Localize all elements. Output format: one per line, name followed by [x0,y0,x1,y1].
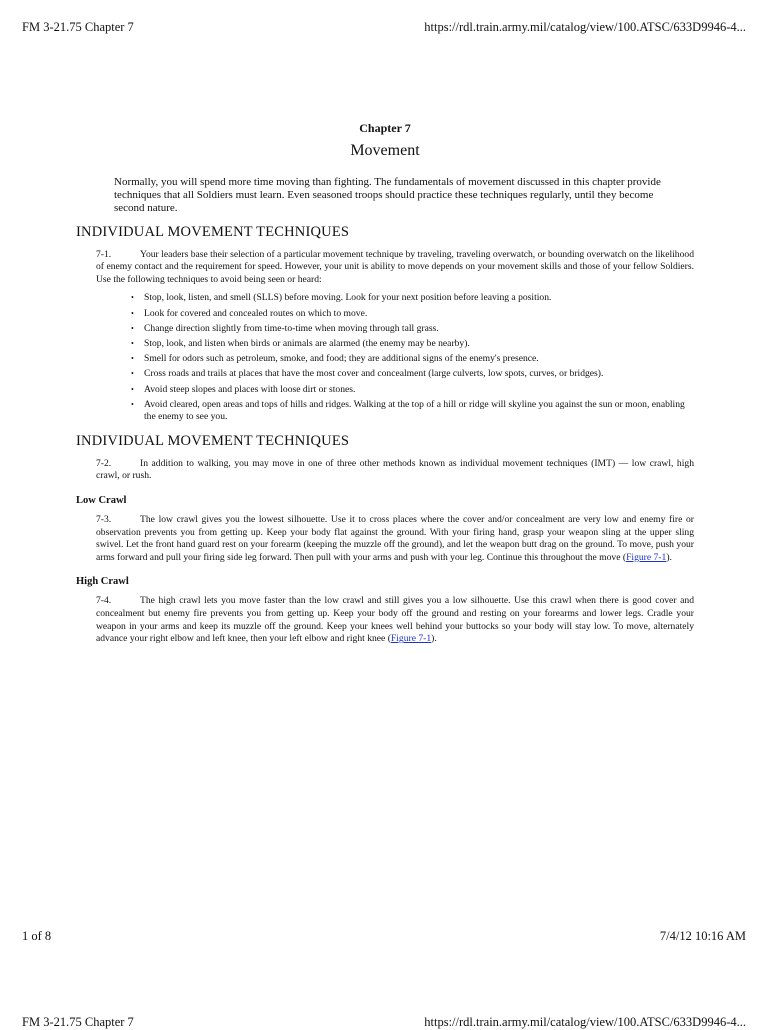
chapter-label: Chapter 7 [359,121,411,135]
paragraph-text-end: ). [666,551,672,563]
paragraph-number: 7-2. [96,457,112,469]
bullet-icon: • [131,293,134,303]
bullet-icon: • [131,384,134,394]
section-heading-individual-movement: INDIVIDUAL MOVEMENT TECHNIQUES [76,223,350,240]
paragraph-7-1 [96,249,694,287]
section-heading-imt: INDIVIDUAL MOVEMENT TECHNIQUES [76,432,350,449]
header-url: https://rdl.train.army.mil/catalog/view/100.ATSC/633D9946-4... [424,20,746,34]
figure-7-1-link[interactable]: Figure 7-1 [390,633,432,645]
subsection-heading-low-crawl: Low Crawl [76,495,127,507]
list-item-text: Avoid cleared, open areas and tops of hills and ridges. Walking at the top of a hill or ridge will skyline you against the sun or moon, enabling the enemy to see you. [144,398,685,423]
list-item-text: Smell for odors such as petroleum, smoke, and food; they are additional signs of the enemy's presence. [144,353,539,365]
list-item-text: Change direction slightly from time-to-time when moving through tall grass. [144,322,439,334]
list-item [131,368,694,381]
paragraph-number: 7-3. [96,514,112,526]
paragraph-text: The high crawl lets you move faster than the low crawl and still gives you a low silhouette. Use this crawl when there is good cover and concealment but enemy fire prevents you from getting up. Keep your body off the ground and resting on your forearms and lower legs. Cradle your weapon in your arms and keep its muzzle off the ground. Keep your knees well behind your buttocks so your body will stay low. To move, alternately advance your right elbow and left knee, then your left elbow and right knee ( [96,595,694,645]
paragraph-7-3 [96,514,694,564]
footer-timestamp: 7/4/12 10:16 AM [659,929,746,943]
footer-page-count: 1 of 8 [22,929,52,943]
paragraph-text: In addition to walking, you may move in one of three other methods known as individual movement techniques (IMT) — low crawl, high crawl, or rush. [96,457,694,482]
bullet-icon: • [131,308,134,318]
list-item [131,353,694,366]
list-item-text: Stop, look, listen, and smell (SLLS) before moving. Look for your next position before leaving a position. [144,292,552,304]
header-doc-title: FM 3-21.75 Chapter 7 [22,20,134,34]
bullet-icon: • [131,338,134,348]
bullet-icon: • [131,354,134,364]
subsection-heading-high-crawl: High Crawl [76,576,129,588]
technique-list [131,292,694,424]
document-page [76,121,694,646]
chapter-title: Movement [350,142,420,159]
paragraph-7-4 [96,595,694,645]
list-item [131,384,694,397]
list-item [131,338,694,351]
list-item-text: Avoid steep slopes and places with loose dirt or stones. [144,383,356,395]
bullet-icon: • [131,323,134,333]
bullet-icon: • [131,399,134,409]
list-item [131,323,694,336]
chapter-intro: Normally, you will spend more time moving than fighting. The fundamentals of movement discussed in this chapter provide techniques that all Soldiers must learn. Even seasoned troops should practice these techniques regularly, until they become second nature. [114,176,661,215]
list-item-text: Cross roads and trails at places that have the most cover and concealment (large culverts, low spots, curves, or bridges). [144,368,604,380]
paragraph-number: 7-4. [96,595,112,607]
paragraph-number: 7-1. [96,248,112,260]
paragraph-text-end: ). [431,633,437,645]
figure-7-1-link[interactable]: Figure 7-1 [626,551,667,563]
list-item-text: Stop, look, and listen when birds or animals are alarmed (the enemy may be nearby). [144,337,470,349]
paragraph-text: Your leaders base their selection of a particular movement technique by traveling, traveling overwatch, or bounding overwatch on the likelihood of enemy contact and the requirement for speed. However, your unit is ability to move depends on your movement skills and those of your fellow Soldiers. Use the following techniques to avoid being seen or heard: [96,248,694,285]
list-item-text: Look for covered and concealed routes on which to move. [144,307,368,319]
list-item [131,308,694,321]
list-item [131,399,694,424]
header-doc-title: FM 3-21.75 Chapter 7 [22,1015,134,1029]
paragraph-7-2 [96,458,694,483]
list-item [131,292,694,305]
header-url: https://rdl.train.army.mil/catalog/view/100.ATSC/633D9946-4... [424,1015,746,1029]
paragraph-text: The low crawl gives you the lowest silhouette. Use it to cross places where the cover and/or concealment are very low and enemy fire or observation prevents you from getting up. Keep your body flat against the ground. With your firing hand, grasp your weapon sling at the upper sling swivel. Let the front hand guard rest on your forearm (keeping the muzzle off the ground), and let the weapon butt drag on the ground. To move, push your arms forward and pull your firing side leg forward. Then pull with your arms and push with your leg. Continue this throughout the move ( [96,514,694,563]
bullet-icon: • [131,369,134,379]
